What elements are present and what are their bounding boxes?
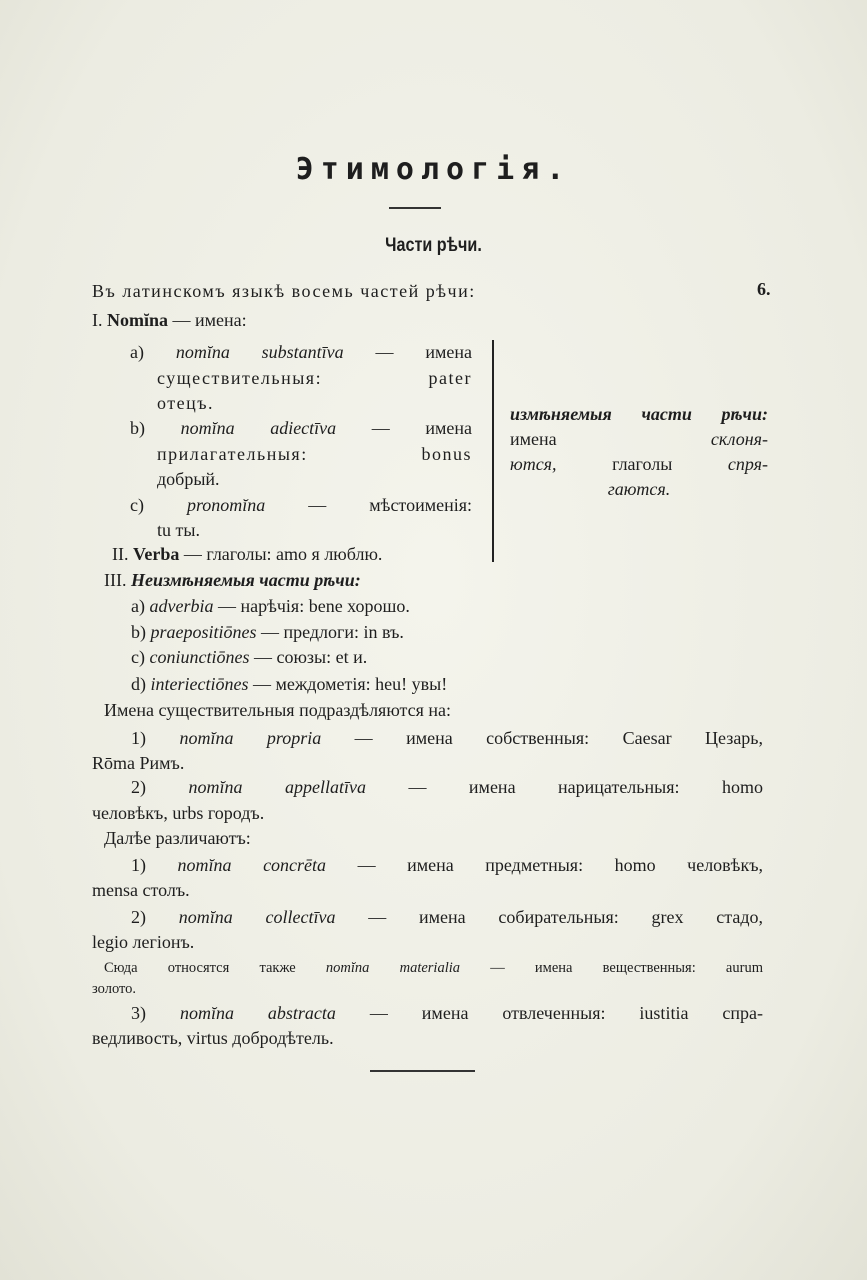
item-a-line3: отецъ. [157,393,215,413]
marker: c) [131,647,150,667]
verba-heading [112,543,382,565]
latin-term: coniunctiōnes [149,647,250,667]
note-cont: золото. [92,981,137,997]
text: глаголы [556,454,728,474]
marker: 3) [131,1003,180,1023]
item-c-line1 [130,494,472,516]
term: Nomĭna [107,310,169,330]
list-item [131,854,763,876]
item-b-line2: прилагательныя: bonus [157,444,472,464]
indeclinable-heading [104,569,361,591]
text: — глаголы: amo я люблю. [179,544,383,564]
text: — союзы: et и. [249,647,368,667]
latin-term: nomĭna abstracta [179,1003,336,1023]
note-line [104,957,763,979]
marker: 1) [131,855,178,875]
end-rule [370,1070,475,1072]
side-note [510,402,768,502]
latin-term: nomĭna collectīva [178,907,336,927]
latin-term: nomĭna appellatīva [188,777,366,797]
substantive-intro: Имена существительныя подраздѣляются на: [104,700,452,720]
section-heading: Части рѣчи. [385,235,482,256]
text: — имена предметныя: homo человѣкъ, [326,855,763,875]
nomina-heading [92,309,247,331]
text: — имена [343,342,472,362]
text: — нарѣчія: bene хорошо. [213,596,410,616]
item-b-line1 [130,417,472,439]
side-note-bold: измѣняемыя части рѣчи: [510,404,768,424]
text: — имена вещественныя: aurum [460,960,763,976]
latin-term: nomĭna adiectīva [180,418,337,438]
latin-term: adverbia [149,596,214,616]
text: — имена собирательныя: grex стадо, [335,907,764,927]
text: — имена [336,418,472,438]
text: имена [510,429,711,449]
text: — имена отвлеченныя: iustitia спра- [335,1003,763,1023]
item-c-line2: tu ты. [157,520,200,540]
roman-numeral: II. [112,544,129,564]
text-italic: спря- [727,454,768,474]
item-b-line3: добрый. [157,469,220,489]
title-rule [389,207,441,209]
latin-term: praepositiōnes [150,622,257,642]
text: — предлоги: in въ. [256,622,404,642]
marker: 2) [131,907,179,927]
term: Неизмѣняемыя части рѣчи: [130,570,361,590]
page-title: Этимологія. [295,152,572,187]
list-item [131,906,763,928]
list-item-cont: legio легіонъ. [92,932,195,952]
marker: b) [130,418,181,438]
intro-line: Въ латинскомъ языкѣ восемь частей рѣчи: [92,281,476,301]
item-a-line2: существительныя: pater [157,368,472,388]
latin-term: nomĭna concrēta [177,855,327,875]
list-item [131,673,447,695]
text: — имена нарицательныя: homo [365,777,763,797]
text: — имена: [168,310,247,330]
latin-term: pronomĭna [186,495,266,515]
text: — мѣстоименія: [265,495,472,515]
latin-term: nomĭna propria [179,728,322,748]
marker: a) [130,342,176,362]
marker: c) [130,495,187,515]
list-item-cont: человѣкъ, urbs городъ. [92,803,265,823]
list-item-cont: mensa столъ. [92,880,190,900]
marker: b) [131,622,151,642]
marker: a) [131,596,150,616]
list-item [131,595,410,617]
marker: 2) [131,777,189,797]
list-item [131,646,367,668]
list-item [131,621,404,643]
list-item [131,727,763,749]
item-a-line1 [130,341,472,363]
further-intro: Далѣе различаютъ: [104,828,251,848]
section-number: 6. [757,279,771,299]
latin-term: nomĭna materialia [325,960,461,976]
list-item-cont: Rōma Римъ. [92,753,185,773]
text: — имена собственныя: Caesar Цезарь, [321,728,764,748]
roman-numeral: III. [104,570,127,590]
text-italic: гаются. [607,479,671,499]
text-italic: склоня- [710,429,768,449]
roman-numeral: I. [92,310,103,330]
text: Сюда относятся также [104,960,326,976]
list-item [131,776,763,798]
list-item [131,1002,763,1024]
term: Verba [133,544,180,564]
marker: d) [131,674,151,694]
list-item-cont: ведливость, virtus добродѣтель. [92,1028,334,1048]
latin-term: nomĭna substantīva [175,342,344,362]
brace [492,340,494,562]
latin-term: interiectiōnes [150,674,249,694]
marker: 1) [131,728,180,748]
text-italic: ются, [510,454,557,474]
text: — междометія: heu! увы! [248,674,448,694]
